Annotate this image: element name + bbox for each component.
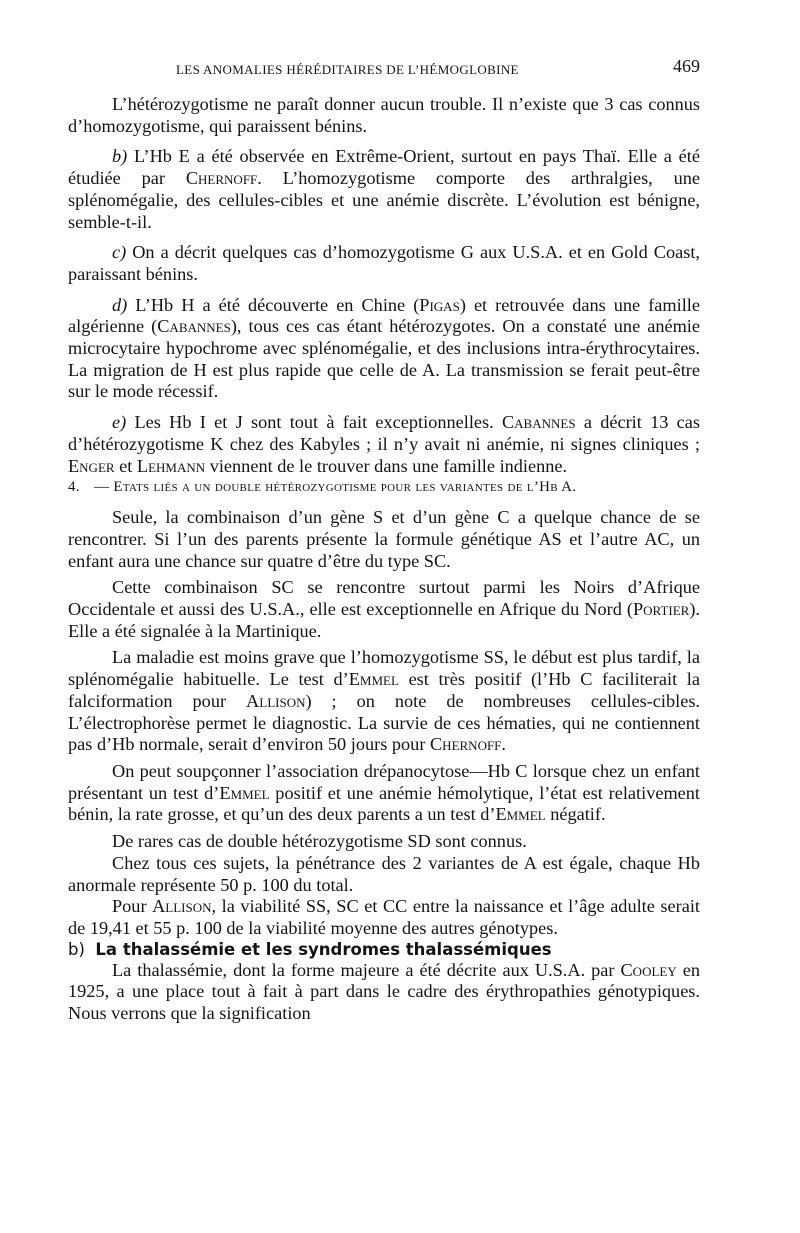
paragraph-sc-combination: Seule, la combinaison d’un gène S et d’un gène C a quelque chance de se rencontrer. Si l’un des parents présente la formule génétique AS et l’autre AC, un enfant aura une chance sur quatre d’être du type SC. xyxy=(68,507,700,571)
item-marker: b) xyxy=(112,146,128,167)
author-name: Lehmann xyxy=(136,455,206,476)
author-name: Portier xyxy=(633,599,690,620)
author-name: Pigas xyxy=(419,294,460,315)
paragraph-sc-geography: Cette combinaison SC se rencontre surtout parmi les Noirs d’Afrique Occidentale et aussi des U.S.A., elle est exceptionnelle en Afrique du Nord (Portier). Elle a été signalée à la Martinique. xyxy=(68,577,700,641)
item-marker: e) xyxy=(112,412,127,433)
item-marker: c) xyxy=(112,242,127,263)
paragraph-hb-i-j-k: e) Les Hb I et J sont tout à fait exceptionnelles. Cabannes a décrit 13 cas d’hétérozygotisme K chez des Kabyles ; il n’y avait ni anémie, ni signes cliniques ; Enger et Lehmann viennent de le trouver dans une famille indienne. xyxy=(68,412,700,476)
paragraph-penetrance: Chez tous ces sujets, la pénétrance des 2 variantes de A est égale, chaque Hb anormale représente 50 p. 100 du total. xyxy=(68,852,700,895)
paragraph-sd: De rares cas de double hétérozygotisme SD sont connus. xyxy=(112,831,527,852)
author-name: Emmel xyxy=(219,782,270,803)
author-name: Emmel xyxy=(495,804,546,825)
page-header xyxy=(68,56,700,80)
paragraph-sc-disease: La maladie est moins grave que l’homozygotisme SS, le début est plus tardif, la splénomégalie habituelle. Le test d’Emmel est très positif (l’Hb C faciliterait la falciformation pour Allison) ; on note de nombreuses cellules-cibles. L’électrophorèse permet le diagnostic. La survie de ces hématies, qui ne contiennent pas d’Hb normale, serait d’environ 50 jours pour Chernoff. xyxy=(68,647,701,755)
author-name: Cabannes xyxy=(501,412,576,433)
paragraph-heterozygotism: L’hétérozygotisme ne paraît donner aucun trouble. Il n’existe que 3 cas connus d’homozygotisme, qui paraissent bénins. xyxy=(68,94,700,136)
section-number: 4. xyxy=(68,479,80,496)
author-name: Allison xyxy=(246,690,306,711)
subsection-marker: b) xyxy=(68,939,85,959)
section-title: — Etats liés a un double hétérozygotisme pour les variantes de l’ xyxy=(94,479,540,496)
author-name: Emmel xyxy=(348,669,399,690)
author-name: Cabannes xyxy=(157,316,231,337)
author-name: Allison xyxy=(152,896,212,917)
running-title: LES ANOMALIES HÉRÉDITAIRES DE L’HÉMOGLOBINE xyxy=(176,62,519,77)
page-number: 469 xyxy=(673,56,700,76)
item-marker: d) xyxy=(112,294,128,315)
paragraph-thalassemia: La thalassémie, dont la forme majeure a été décrite aux U.S.A. par Cooley en 1925, a une place tout à fait à part dans le cadre des érythropathies génotypiques. Nous verrons que la signification xyxy=(68,959,700,1024)
paragraph-hb-e: b) L’Hb E a été observée en Extrême-Orient, surtout en pays Thaï. Elle a été étudiée par Chernoff. L’homozygotisme comporte des arthralgies, une splénomégalie, des cellules-cibles et une anémie discrète. L’évolution est bénigne, semble-t-il. xyxy=(68,146,701,232)
paragraph-hb-h: d) L’Hb H a été découverte en Chine (Pigas) et retrouvée dans une famille algérienne (Cabannes), tous ces cas étant hétérozygotes. On a constaté une anémie microcytaire hypochrome avec splénomégalie, et des inclusions intra-érythrocytaires. La migration de H est plus rapide que celle de A. La transmission se ferait peut-être sur le mode récessif. xyxy=(68,294,700,402)
author-name: Chernoff xyxy=(185,168,258,189)
section-heading-4: 4. — Etats liés a un double hétérozygotisme pour les variantes de l’Hb A. xyxy=(68,477,700,498)
author-name: Chernoff xyxy=(429,734,502,755)
subsection-title: La thalassémie et les syndromes thalassémiques xyxy=(95,939,552,959)
page-body xyxy=(68,94,700,1025)
paragraph-hb-g: c) On a décrit quelques cas d’homozygotisme G aux U.S.A. et en Gold Coast, paraissant bénins. xyxy=(68,242,700,284)
author-name: Cooley xyxy=(620,959,677,980)
subsection-heading-thalassemia xyxy=(68,940,700,960)
author-name: Enger xyxy=(68,455,115,476)
paragraph-viability: Pour Allison, la viabilité SS, SC et CC entre la naissance et l’âge adulte serait de 19,41 et 55 p. 100 de la viabilité moyenne des autres génotypes. xyxy=(68,896,700,938)
paragraph-sc-suspicion: On peut soupçonner l’association drépanocytose—Hb C lorsque chez un enfant présentant un test d’Emmel positif et une anémie hémolytique, l’état est relativement bénin, la rate grosse, et qu’un des deux parents a un test d’Emmel négatif. xyxy=(68,760,701,825)
